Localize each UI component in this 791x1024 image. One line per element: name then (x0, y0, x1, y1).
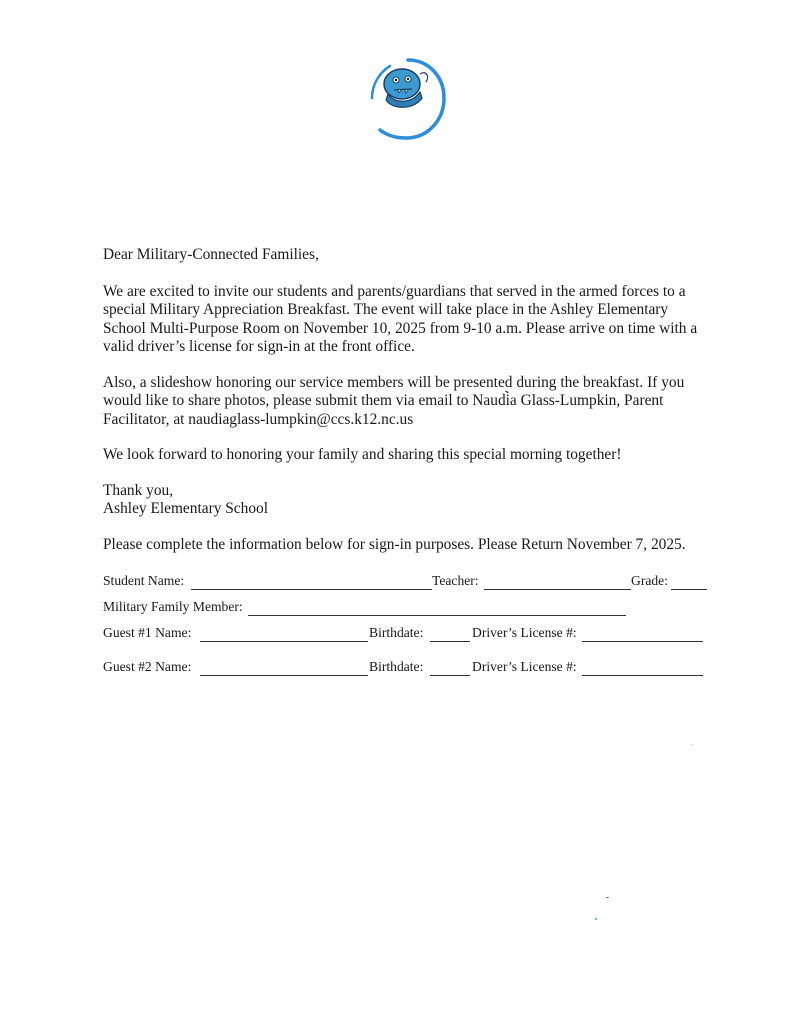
mascot-circle-icon (368, 56, 448, 142)
scan-speck (606, 897, 609, 898)
guest2-name-field[interactable] (200, 675, 368, 676)
grade-field[interactable] (671, 589, 707, 590)
sign-in-form (103, 571, 713, 679)
teacher-label: Teacher: (432, 573, 479, 588)
guest1-name-label: Guest #1 Name: (103, 625, 192, 640)
letter-instruction: Please complete the information below for sign-in purposes. Please Return November 7, 2025. (103, 535, 686, 553)
teacher-field[interactable] (484, 589, 631, 590)
guest2-name-label: Guest #2 Name: (103, 659, 192, 674)
guest2-license-field[interactable] (582, 675, 703, 676)
letter-body (103, 246, 703, 571)
guest2-license-label: Driver’s License #: (472, 659, 577, 674)
letter-paragraph-slideshow: Also, a slideshow honoring our service members will be presented during the breakfast. If you would like to share photos, please submit them via email to Naudi̇̀a Glass-Lumpkin, Parent Facilitator, at naudiaglass-lumpkin@ccs.k12.nc.us (103, 373, 685, 428)
form-row-military (103, 597, 713, 619)
guest2-birthdate-label: Birthdate: (369, 659, 424, 674)
form-row-guest1 (103, 623, 713, 645)
guest2-birthdate-field[interactable] (430, 675, 470, 676)
letter-paragraph-invitation: We are excited to invite our students and parents/guardians that served in the armed forces to a special Military Appreciation Breakfast. The event will take place in the Ashley Elementary School Multi-Purpose Room on November 10, 2025 from 9-10 a.m. Please arrive on time with a valid driver’s license for sign-in at the front office. (103, 282, 698, 355)
scan-speck (692, 744, 693, 745)
form-row-guest2 (103, 657, 713, 679)
guest1-name-field[interactable] (200, 641, 368, 642)
letter-greeting: Dear Military-Connected Families, (103, 246, 319, 263)
letter-signature: Ashley Elementary School (103, 500, 268, 517)
scan-speck (595, 918, 597, 920)
guest1-license-field[interactable] (582, 641, 703, 642)
school-logo (368, 56, 448, 142)
student-name-label: Student Name: (103, 573, 185, 588)
form-row-student (103, 571, 713, 593)
student-name-field[interactable] (191, 589, 432, 590)
military-family-member-field[interactable] (248, 615, 626, 616)
grade-label: Grade: (631, 573, 668, 588)
letter-paragraph-closing-note: We look forward to honoring your family and sharing this special morning together! (103, 446, 622, 463)
military-family-member-label: Military Family Member: (103, 599, 243, 614)
letter-closing: Thank you, (103, 481, 174, 499)
guest1-birthdate-field[interactable] (430, 641, 470, 642)
guest1-license-label: Driver’s License #: (472, 625, 577, 640)
guest1-birthdate-label: Birthdate: (369, 625, 424, 640)
